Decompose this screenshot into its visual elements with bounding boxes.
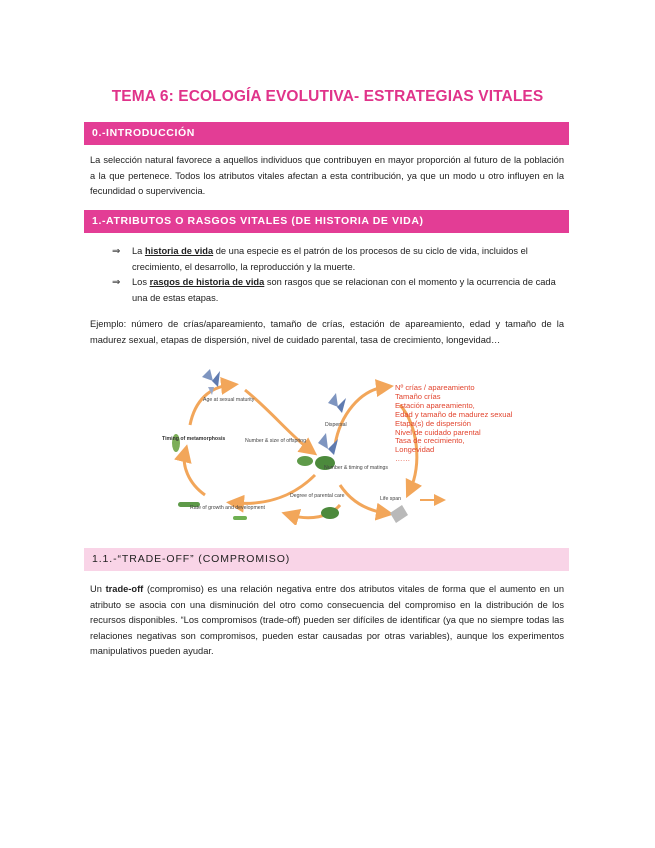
page-title: TEMA 6: ECOLOGÍA EVOLUTIVA- ESTRATEGIAS VITALES: [111, 88, 544, 105]
red-list-item: Nivel de cuidado parental: [395, 427, 481, 437]
leaf-icon: [321, 507, 339, 519]
tradeoff-text: (compromiso) es una relación negativa entre dos atributos vitales de forma que el aumento en un atributo se asocia con una disminución del otro como consecuencia del compromiso en la distribución de los recursos disponibles. “Los compromisos (trade-off) pueden ser difíciles de identificar (ya que no siempre todas las relaciones negativas son compromisos, pueden estar causadas por otras variables), aunque los experimentos manipulativos pueden ayudar.: [90, 584, 565, 657]
label-number-timing-matings: Number & timing of matings: [324, 465, 389, 471]
term-trade-off: trade-off: [105, 584, 144, 594]
term-rasgos-historia-de-vida: rasgos de historia de vida: [149, 277, 265, 288]
cycle-arrow: [235, 475, 315, 503]
bullet-text: Los: [132, 277, 150, 288]
example-paragraph: Ejemplo: número de crías/apareamiento, tamaño de crías, estación de apareamiento, edad y tamaño de la madurez sexual, etapas de dispersión, nivel de cuidado parental, tasa de crecimiento, longevidad…: [90, 319, 564, 345]
red-list-item: Edad y tamaño de madurez sexual: [395, 409, 513, 419]
arrow-bullet-icon: ⇒: [112, 246, 121, 257]
red-list-item: Nº crías / apareamiento: [395, 383, 475, 392]
label-rate-growth: Rate of growth and development: [190, 505, 265, 511]
caterpillar-icon: [233, 516, 247, 520]
label-life-span: Life span: [380, 496, 402, 502]
butterflies-mating-icon: [318, 433, 338, 455]
red-list-item: Etapa(s) de dispersión: [395, 418, 471, 428]
red-list-item: Tamaño crías: [395, 391, 441, 401]
section-heading-tradeoff: 1.1.-“TRADE-OFF” (COMPROMISO): [84, 548, 569, 571]
section-heading-attributes: 1.-ATRIBUTOS O RASGOS VITALES (DE HISTORIA DE VIDA): [84, 210, 569, 233]
red-list-item: Tasa de crecimiento,: [395, 436, 465, 446]
arrow-bullet-icon: ⇒: [112, 277, 121, 289]
cycle-arrow: [184, 453, 205, 495]
red-list-item: Longevidad: [395, 445, 435, 455]
section-heading-intro: 0.-INTRODUCCIÓN: [84, 122, 569, 145]
bullet-list: [112, 244, 564, 306]
butterfly-dispersal-icon: [328, 393, 346, 413]
life-cycle-diagram: [150, 365, 590, 525]
bullet-item-traits: [112, 275, 564, 306]
bullet-text: son rasgos que se relacionan con el momento y la ocurrencia de cada una de estas etapas.: [132, 277, 556, 303]
tradeoff-text: Un: [90, 584, 106, 594]
moth-icon: [390, 505, 408, 523]
label-timing-metamorphosis: Timing of metamorphosis: [162, 436, 226, 442]
cycle-arrow: [340, 485, 385, 513]
butterfly-adult-icon: [202, 369, 220, 395]
leaf-icon: [297, 456, 313, 466]
cycle-arrow: [335, 387, 385, 445]
label-number-size-offspring: Number & size of offspring: [245, 438, 307, 444]
label-parental-care: Degree of parental care: [290, 493, 345, 499]
tradeoff-paragraph: [90, 582, 564, 660]
red-list-item: Estación apareamiento,: [395, 400, 475, 410]
label-age-sexual-maturity: Age at sexual maturity: [203, 397, 255, 403]
traits-red-list: [395, 384, 512, 464]
red-list-item: ……: [395, 454, 411, 464]
label-dispersal: Dispersal: [325, 422, 347, 428]
intro-paragraph: La selección natural favorece a aquellos individuos que contribuyen en mayor proporción al futuro de la población a la que pertenece. Todos los atributos vitales afectan a esta contribución, ya que un modo u otro influyen en la fecundidad o supervivencia.: [90, 155, 564, 197]
bullet-text: La: [132, 246, 145, 256]
bullet-item-life-history: [112, 244, 564, 275]
bullet-text: de una especie es el patrón de los procesos de su ciclo de vida, incluidos el crecimiento, el desarrollo, la reproducción y la muerte.: [132, 246, 528, 272]
term-historia-de-vida: historia de vida: [144, 246, 214, 256]
